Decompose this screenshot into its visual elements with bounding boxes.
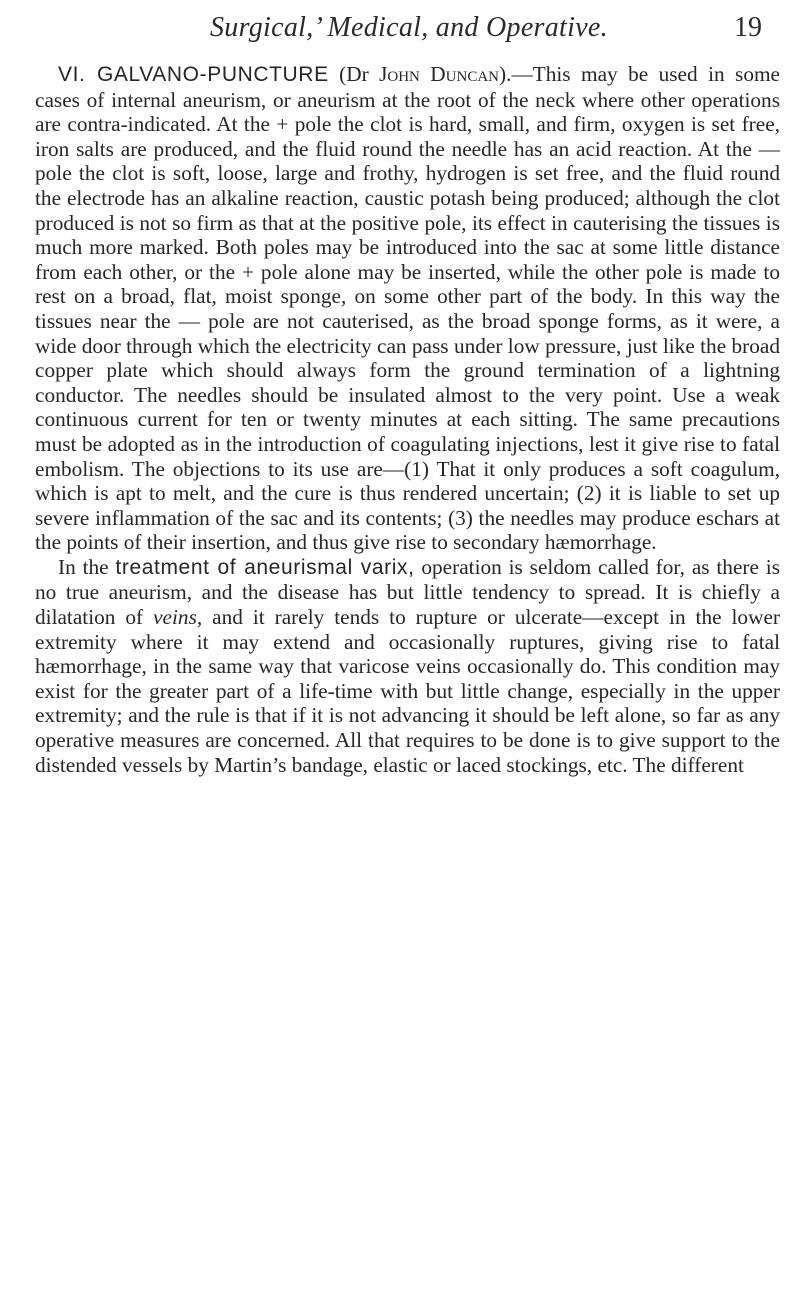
paragraph-body-rest: and it rarely tends to rupture or ulcerate—except in the lower extremity where it may extend and occasionally ruptures, giving rise to fatal hæmorrhage, in the same way that varicose veins occasionally do. This condition may exist for the greater part of a life-time with but little change, especially in the upper extremity; and the rule is that if it is not advancing it should be left alone, so far as any operative measures are concerned. All that requires to be done is to give support to the distended vessels by Martin’s bandage, elastic or laced stockings, etc. The different: [35, 605, 781, 777]
paragraph-intro: In the: [58, 554, 116, 579]
paragraph-body: —This may be used in some cases of internal aneurism, or aneurism at the root of the neck where other operations are contra-indicated. At the + pole the clot is hard, small, and firm, oxygen is set free, iron salts are produced, and the fluid round the needle has an acid reaction. At the — pole the clot is soft, loose, large and frothy, hydrogen is set free, and the fluid round the electrode has an alkaline reaction, caustic potash being produced; although the clot produced is not so firm as that at the positive pole, its effect in cauterising the tissues is much more marked. Both poles may be introduced into the sac at some little distance from each other, or the + pole alone may be inserted, while the other pole is made to rest on a broad, flat, moist sponge, on some other part of the body. In this way the tissues near the — pole are not cauterised, as the broad sponge forms, as it were, a wide door through which the electricity can pass under low pressure, just like the broad copper plate which should always form the ground termination of a lightning conductor. The needles should be insulated almost to the very point. Use a weak continuous current for ten or twenty minutes at each sitting. The same precautions must be adopted as in the introduction of coagulating injections, lest it give rise to fatal embolism. The objections to its use are—(1) That it only produces a soft coagulum, which is apt to melt, and the cure is thus rendered uncertain; (2) it is liable to set up severe inflammation of the sac and its contents; (3) the needles may produce eschars at the points of their insertion, and thus give rise to secondary hæmorrhage.: [35, 62, 781, 555]
attribution-close: ).: [499, 62, 512, 86]
paragraph-body-start: operation is seldom called for, as there is no true aneurism, and the disease has but little tendency to spread. It is chiefly a dilatation of: [35, 554, 780, 630]
running-head: [0, 12, 800, 52]
attribution-open: (Dr: [328, 62, 380, 86]
section-heading-aneurismal-varix: treatment of aneurismal varix,: [115, 555, 415, 579]
section-heading-galvano-puncture: VI. GALVANO-PUNCTURE: [58, 63, 329, 86]
author-name: John Duncan: [379, 62, 500, 86]
paragraph-galvano-puncture: [35, 62, 780, 555]
page-number: 19: [734, 12, 762, 43]
italic-term-veins: veins,: [153, 605, 203, 630]
running-title: Surgical,’ Medical, and Operative.: [210, 12, 608, 43]
body-text: [35, 62, 780, 777]
paragraph-aneurismal-varix: [35, 555, 780, 777]
